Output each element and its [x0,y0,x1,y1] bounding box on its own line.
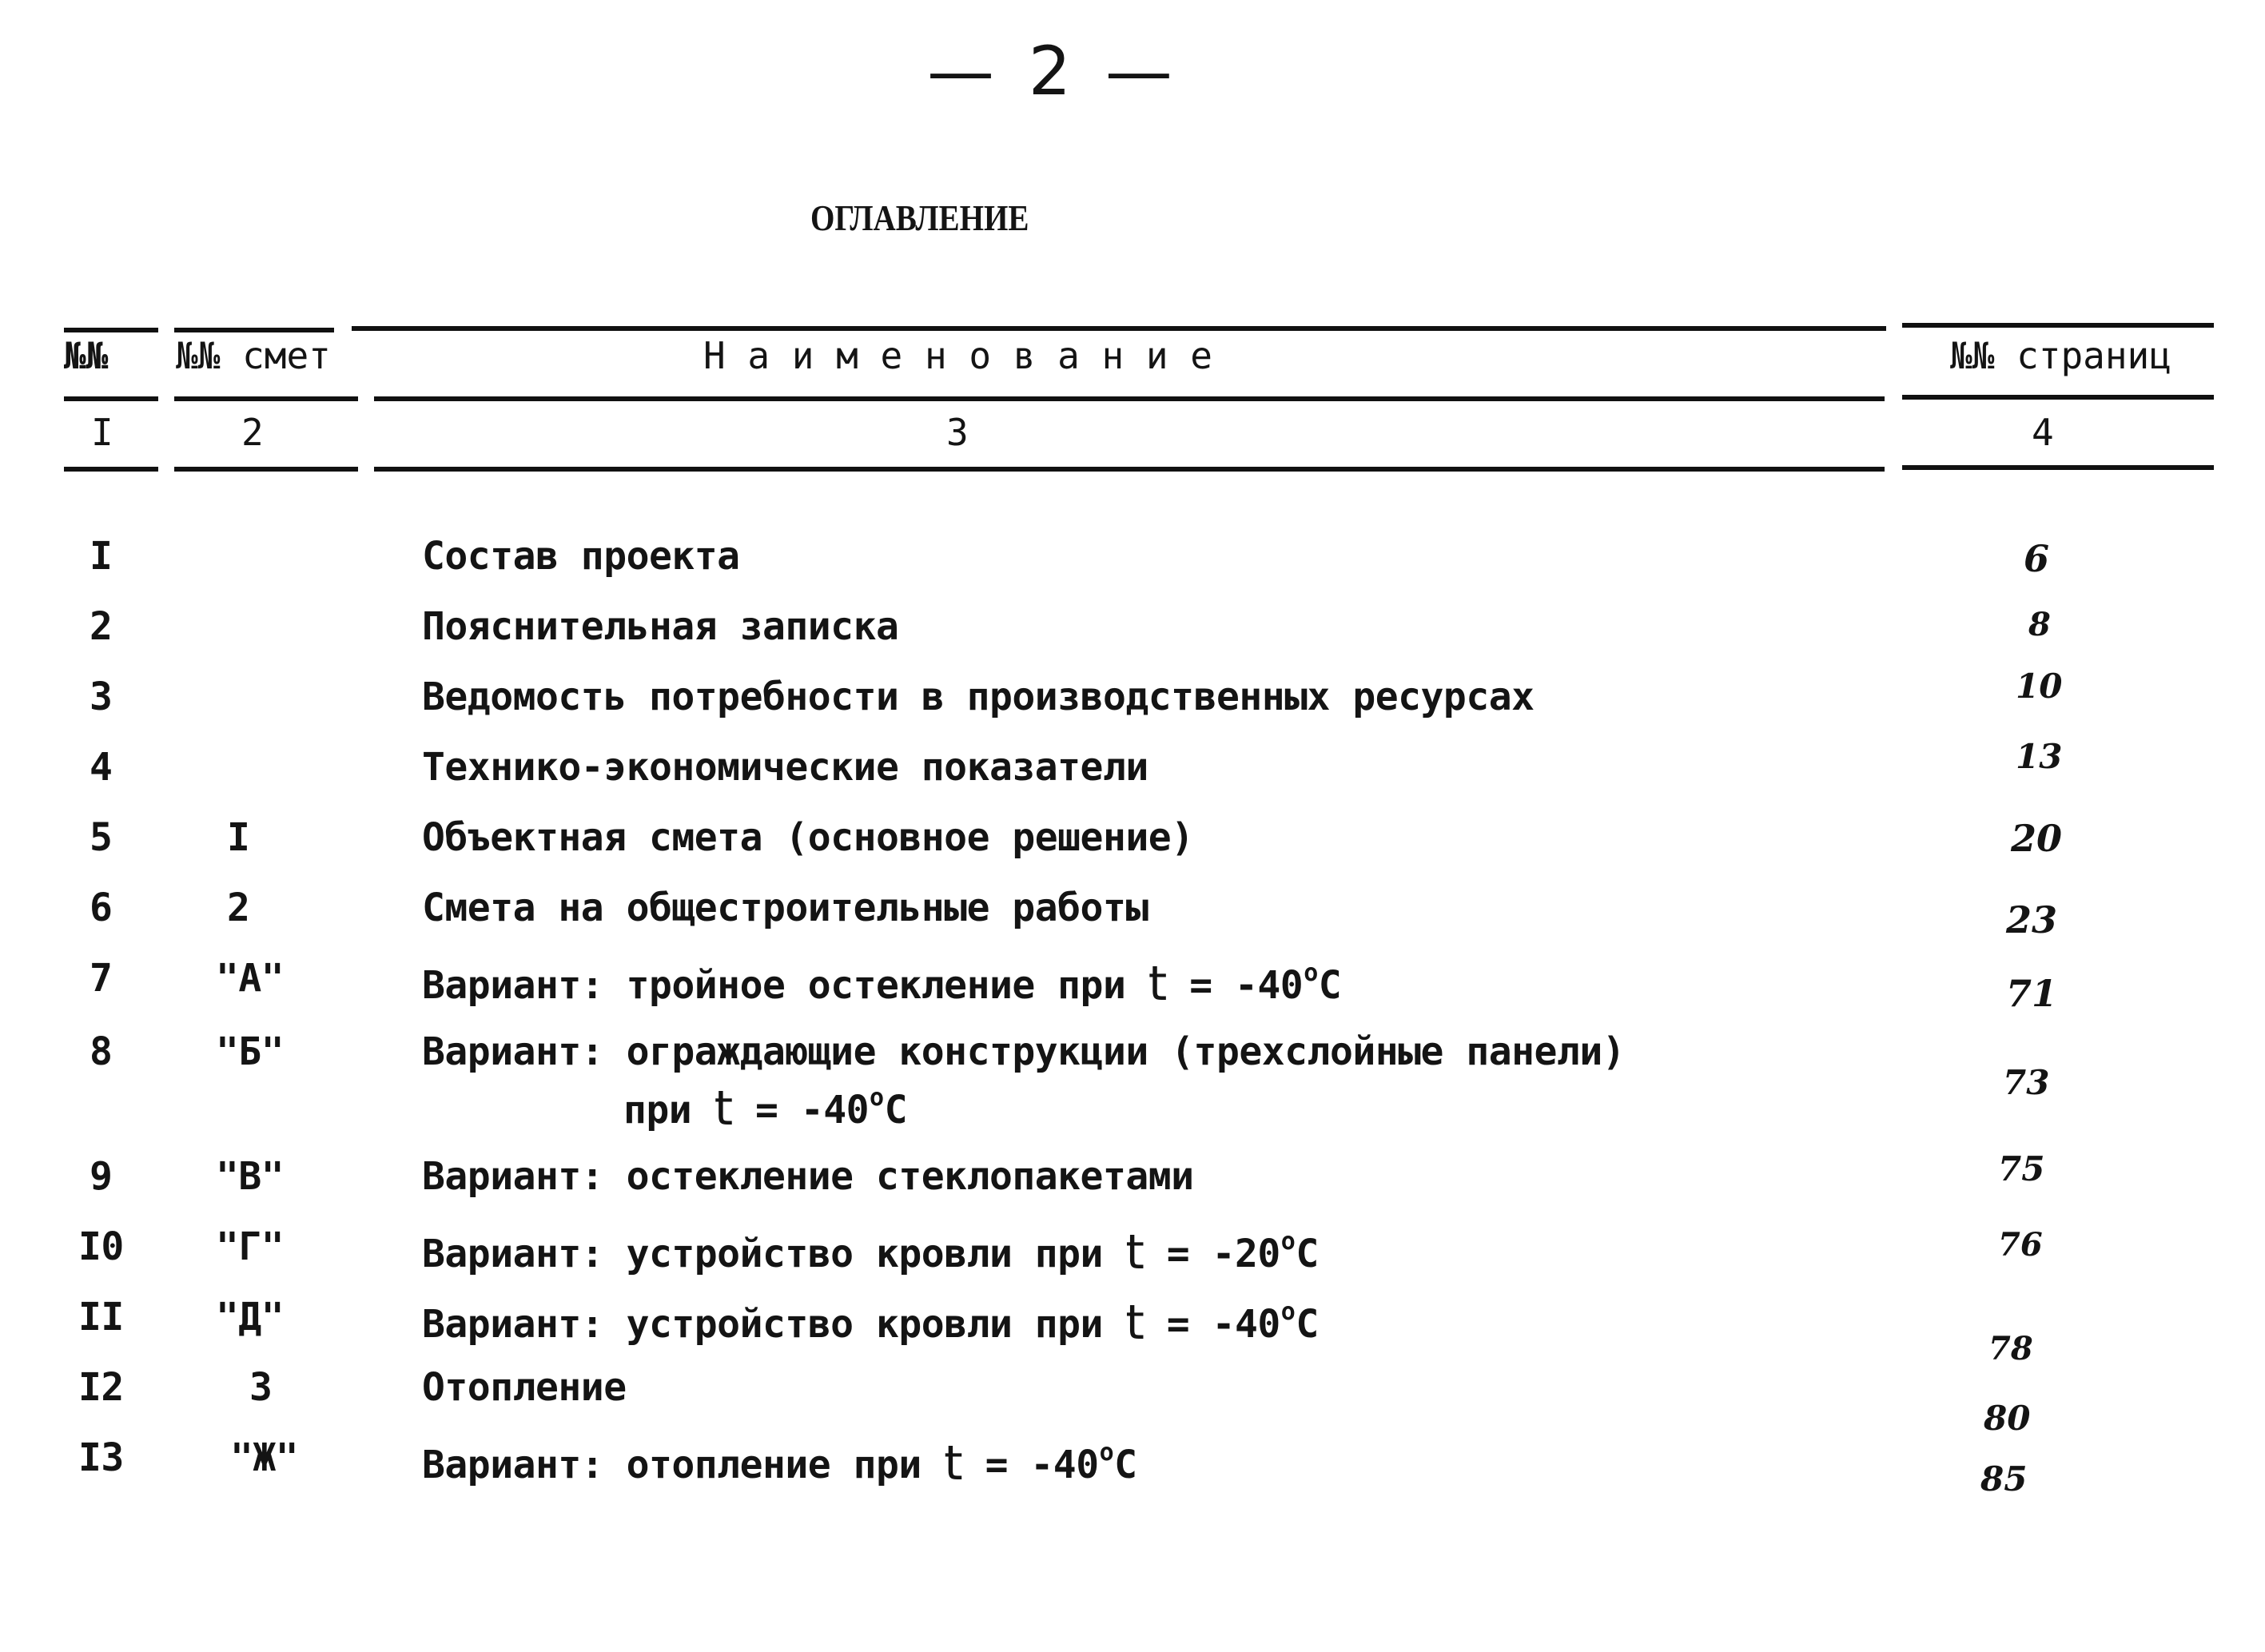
row-estimate: "Г" [216,1224,285,1269]
header-bottom-rule-col1 [64,467,158,472]
row-title-text: Вариант: устройство кровли при [422,1302,1126,1347]
row-estimate: "Д" [216,1295,285,1340]
row-estimate: "А" [216,956,285,1001]
row-number: 3 [90,675,113,719]
row-title: Ведомость потребности в производственных ресурсах [422,675,1535,719]
row-title-text: Вариант: тройное остекление при [422,963,1148,1008]
row-title-continued [623,1081,907,1136]
page-title: ОГЛАВЛЕНИЕ [810,197,1029,238]
row-estimate: 2 [227,886,250,930]
temperature-value: = -40 [985,1443,1099,1487]
row-page: 6 [2024,537,2050,580]
row-page: 13 [2016,737,2063,776]
row-number: 8 [90,1029,113,1074]
row-page: 75 [1998,1149,2045,1188]
row-title-text: при [623,1088,715,1133]
row-estimate: "Б" [216,1029,285,1074]
header-mid-rule-col1 [64,396,158,401]
row-title: Вариант: ограждающие конструкции (трехслойные панели) [422,1029,1626,1074]
row-estimate: "Ж" [230,1435,299,1480]
header-top-rule-col3 [352,326,1886,331]
header-bottom-rule-col2 [174,467,358,472]
header-top-rule-col4 [1902,323,2214,328]
row-title [422,1224,1319,1280]
page-number: — 2 — [927,32,1179,110]
row-number: I2 [78,1365,124,1410]
row-number: 2 [90,604,113,649]
header-bottom-rule-col4 [1902,465,2214,470]
row-title: Пояснительная записка [422,604,899,649]
row-title-text: Вариант: устройство кровли при [422,1232,1126,1276]
row-number: 9 [90,1154,113,1199]
header-col-name: Н а и м е н о в а н и е [703,334,1212,377]
row-page: 76 [1998,1226,2043,1264]
row-number: I0 [78,1224,124,1269]
header-mid-rule-col2 [174,396,358,401]
row-number: 5 [90,815,113,860]
header-col-estimate: №№ смет [176,334,331,377]
degree-mark: o [1099,1439,1114,1467]
row-title: Смета на общестроительные работы [422,886,1148,930]
temperature-unit: C [1296,1232,1319,1276]
row-number: 6 [90,886,113,930]
temperature-unit: C [884,1088,907,1133]
row-title-text: Вариант: отопление при [422,1443,945,1487]
row-estimate: 3 [249,1365,273,1410]
row-number: I [90,534,113,579]
temperature-symbol: t [1125,1295,1144,1351]
row-number: II [78,1295,124,1340]
row-title [422,1295,1319,1351]
row-page: 20 [2011,817,2063,860]
temperature-unit: C [1318,963,1342,1008]
temperature-symbol: t [714,1081,733,1136]
temperature-symbol: t [944,1435,963,1491]
row-page: 80 [1984,1399,2031,1438]
row-number: 7 [90,956,113,1001]
column-number-3: 3 [946,411,969,454]
row-title: Отопление [422,1365,627,1410]
temperature-value: = -40 [1166,1302,1280,1347]
row-title [422,1435,1137,1491]
row-estimate: I [227,815,250,860]
column-number-2: 2 [241,411,264,454]
header-top-rule-col1 [64,328,158,332]
row-title: Технико-экономические показатели [422,745,1148,790]
temperature-symbol: t [1148,956,1167,1012]
temperature-value: = -20 [1166,1232,1280,1276]
row-page: 73 [2003,1063,2050,1102]
row-page: 23 [2006,898,2058,941]
degree-mark: o [870,1084,884,1112]
row-page: 8 [2028,606,2051,643]
row-page: 10 [2016,667,2063,706]
column-number-1: I [91,411,113,454]
column-number-4: 4 [2032,411,2054,454]
temperature-unit: C [1114,1443,1137,1487]
temperature-symbol: t [1125,1224,1144,1280]
header-bottom-rule-col3 [374,467,1885,472]
row-page: 71 [2006,972,2058,1015]
degree-mark: o [1280,1228,1296,1256]
row-page: 85 [1980,1459,2028,1499]
temperature-value: = -40 [1189,963,1304,1008]
header-mid-rule-col4 [1902,395,2214,400]
row-page: 78 [1988,1330,2033,1367]
row-title [422,956,1341,1012]
row-number: I3 [78,1435,124,1480]
temperature-unit: C [1296,1302,1319,1347]
row-title: Состав проекта [422,534,740,579]
degree-mark: o [1280,1298,1296,1326]
temperature-value: = -40 [755,1088,870,1133]
header-top-rule-col2 [174,328,334,332]
row-title: Вариант: остекление стеклопакетами [422,1154,1194,1199]
header-col-pages: №№ страниц [1950,334,2171,377]
degree-mark: o [1304,959,1318,987]
row-number: 4 [90,745,113,790]
header-col-number: №№ [64,334,109,377]
header-mid-rule-col3 [374,396,1885,401]
row-estimate: "В" [216,1154,285,1199]
row-title: Объектная смета (основное решение) [422,815,1194,860]
